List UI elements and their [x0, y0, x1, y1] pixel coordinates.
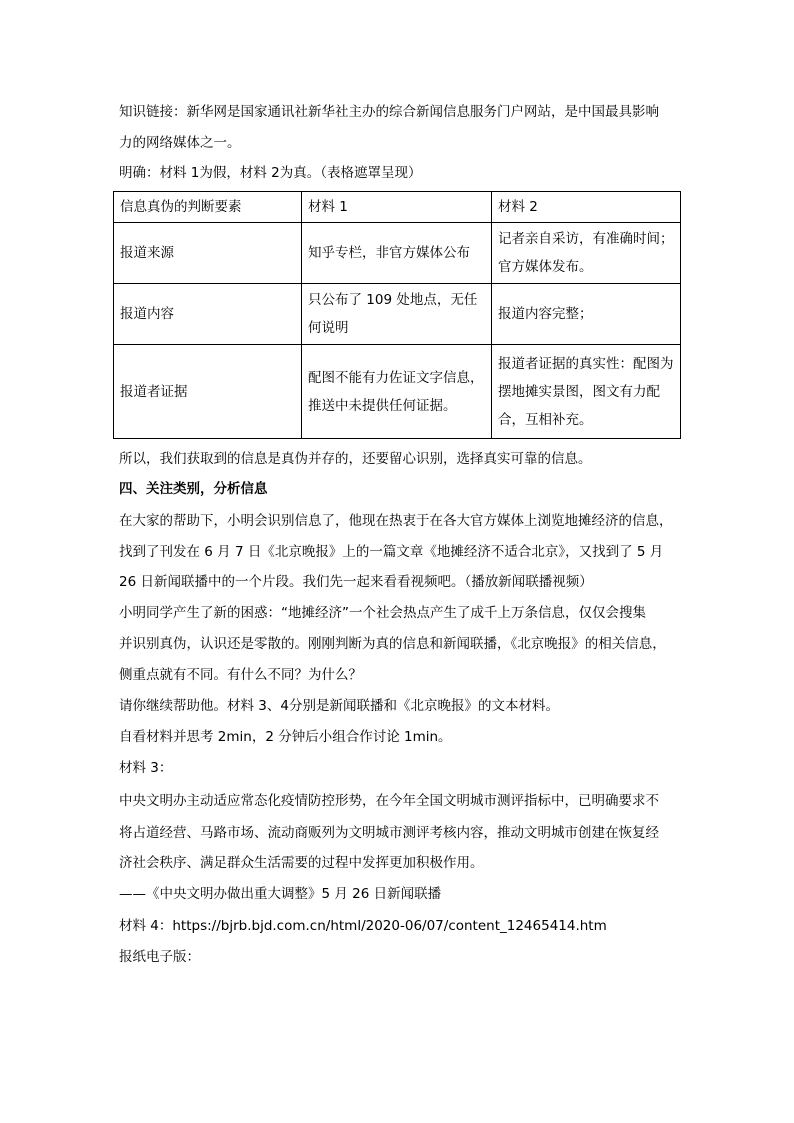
paragraph-line: 将占道经营、马路市场、流动商贩列为文明城市测评考核内容，推动文明城市创建在恢复经	[119, 825, 659, 841]
paragraph-line: 并识别真伪，认识还是零散的。刚刚判断为真的信息和新闻联播，《北京晚报》的相关信息，	[119, 636, 666, 652]
cell-line: 官方媒体发布。	[498, 259, 593, 275]
comparison-table	[113, 191, 681, 439]
table-row	[114, 345, 681, 439]
material-1-cell	[302, 284, 492, 345]
cell-line: 报道内容完整；	[498, 306, 593, 322]
material-3-label: 材料 3：	[119, 760, 173, 776]
paragraph-line: 在大家的帮助下，小明会识别信息了，他现在热衷于在各大官方媒体上浏览地摊经济的信息，	[119, 513, 673, 529]
paragraph-line: 请你继续帮助他。材料 3、4分别是新闻联播和《北京晚报》的文本材料。	[119, 698, 559, 714]
knowledge-link-line2: 力的网络媒体之一。	[119, 135, 241, 151]
material-2-cell	[492, 345, 681, 439]
material-2-cell	[492, 284, 681, 345]
factor-cell: 报道来源	[114, 223, 302, 284]
newspaper-label: 报纸电子版：	[119, 949, 200, 965]
header-cell-material-1: 材料 1	[302, 192, 492, 223]
header-cell-material-2: 材料 2	[492, 192, 681, 223]
cell-line: 记者亲自采访，有准确时间；	[498, 231, 674, 247]
paragraph-line: 自看材料并思考 2min，2 分钟后小组合作讨论 1min。	[119, 729, 452, 745]
cell-line: 合，互相补充。	[498, 411, 593, 428]
cell-line: 配图不能有力佐证文字信息，	[308, 369, 484, 386]
table-row	[114, 284, 681, 345]
header-cell-factor: 信息真伪的判断要素	[114, 192, 302, 223]
clarification-line: 明确：材料 1为假，材料 2为真。（表格遮罩呈现）	[119, 165, 422, 181]
material-3-source: ——《中央文明办做出重大调整》5 月 26 日新闻联播	[119, 886, 442, 902]
conclusion-text: 所以，我们获取到的信息是真伪并存的，还要留心识别，选择真实可靠的信息。	[119, 451, 592, 467]
paragraph-line: 26 日新闻联播中的一个片段。我们先一起来看看视频吧。（播放新闻联播视频）	[119, 574, 593, 590]
paragraph-line: 中央文明办主动适应常态化疫情防控形势，在今年全国文明城市测评指标中，已明确要求不	[119, 793, 659, 809]
material-1-cell	[302, 223, 492, 284]
material-2-cell	[492, 223, 681, 284]
paragraph-line: 小明同学产生了新的困惑：“地摊经济”一个社会热点产生了成千上万条信息，仅仅会搜集	[119, 605, 646, 621]
paragraph-line: 找到了刊发在 6 月 7 日《北京晚报》上的一篇文章《地摊经济不适合北京》，又找到了 5 月	[119, 544, 664, 560]
cell-line: 知乎专栏，非官方媒体公布	[308, 245, 470, 261]
paragraph-line: 侧重点就有不同。有什么不同？为什么？	[119, 667, 362, 683]
material-1-cell	[302, 345, 492, 439]
material-4-link[interactable]: 材料 4：https://bjrb.bjd.com.cn/html/2020-06/07/content_12465414.htm	[119, 918, 607, 934]
cell-line: 只公布了 109 处地点，无任	[308, 292, 478, 308]
table-header-row	[114, 192, 681, 223]
factor-cell: 报道者证据	[114, 345, 302, 439]
knowledge-link-line1: 知识链接：新华网是国家通讯社新华社主办的综合新闻信息服务门户网站，是中国最具影响	[119, 104, 659, 120]
paragraph-line: 济社会秩序、满足群众生活需要的过程中发挥更加积极作用。	[119, 855, 484, 871]
cell-line: 推送中未提供任何证据。	[308, 397, 457, 414]
section-heading: 四、关注类别，分析信息	[119, 481, 268, 497]
cell-line: 摆地摊实景图，图文有力配	[498, 383, 660, 400]
table-row	[114, 223, 681, 284]
factor-cell: 报道内容	[114, 284, 302, 345]
cell-line: 何说明	[308, 320, 349, 336]
cell-line: 报道者证据的真实性：配图为	[498, 355, 674, 372]
